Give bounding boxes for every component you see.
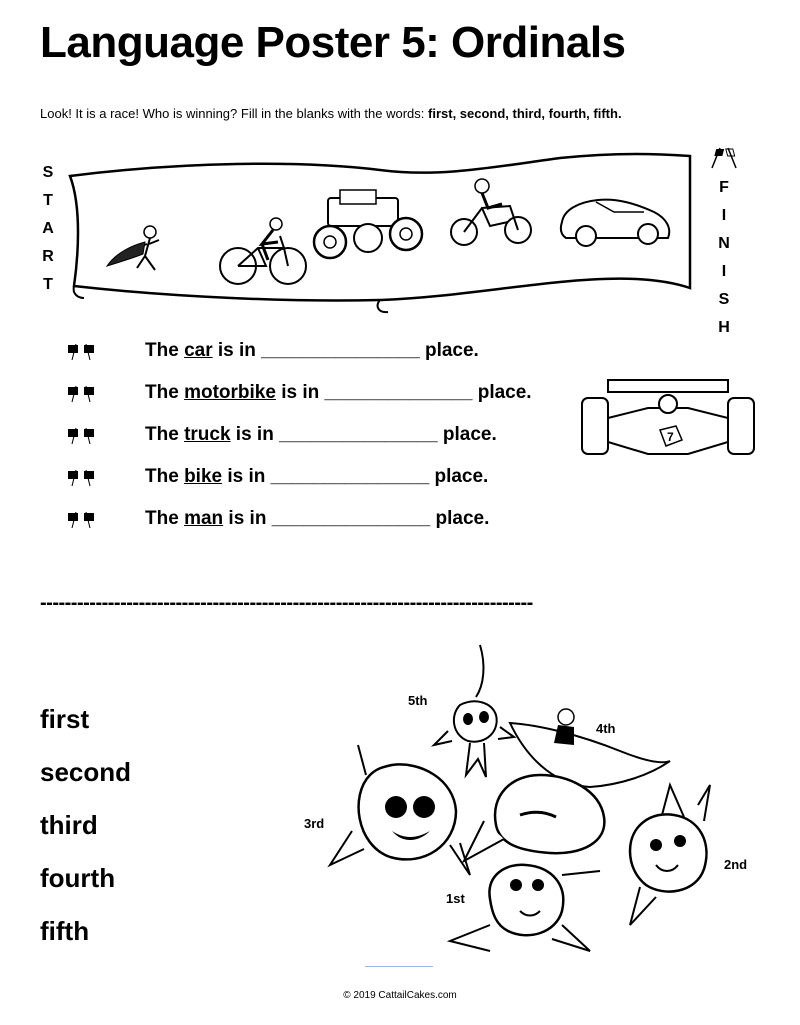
finish-label [712,174,736,342]
finish-letter: F [719,179,729,196]
fish-third [330,745,470,875]
instructions-text: Look! It is a race! Who is winning? Fill in the blanks with the words: [40,106,429,121]
checkered-flags-icon [66,510,98,530]
sentence-text: The [145,382,185,403]
sentence-text: is in [230,424,280,445]
word-fourth: fourth [40,863,116,893]
sentence-text: The [145,340,185,361]
sentence-subject: man [184,508,224,529]
sentence-man [145,508,489,530]
sentence-text: place. [437,424,497,445]
sentence-text: is in [275,382,325,403]
car-number: 7 [667,430,674,444]
sentence-car [145,340,479,362]
section-divider: -------------------------------------------------------------------------------- [40,592,533,614]
race-car-illustration [578,378,758,464]
label-2nd: 2nd [724,857,748,872]
sentence-text: place. [430,508,490,529]
sentence-truck [145,424,497,446]
race-banner [60,148,700,318]
sentence-text: place. [419,340,479,361]
page-title: Language Poster 5: Ordinals [40,18,626,67]
copyright-footer: © 2019 CattailCakes.com [343,990,457,1001]
fish-second [630,785,710,925]
word-fifth: fifth [40,916,90,946]
sentence-subject: truck [184,424,231,445]
answer-blank[interactable]: _______________ [279,424,438,445]
sentence-text: is in [212,340,262,361]
sentence-subject: motorbike [184,382,276,403]
label-3rd: 3rd [304,816,325,831]
sentence-subject: bike [184,466,223,487]
checkered-flags-icon [66,342,98,362]
fish-first [450,865,600,951]
sentence-text: is in [223,508,272,529]
sentence-subject: car [184,340,213,361]
sentence-text: is in [222,466,271,487]
sentence-bike [145,466,488,488]
fish-fifth [434,645,514,777]
sentence-motorbike [145,382,532,404]
start-letter: A [42,220,54,237]
finish-letter: H [718,319,730,336]
instructions-word-list: first, second, third, fourth, fifth. [428,106,622,121]
fish-race-illustration [300,635,780,975]
start-letter: T [43,276,53,293]
fish-center [464,775,604,861]
answer-blank[interactable]: ______________ [324,382,473,403]
checkered-flags-icon [66,468,98,488]
sentence-text: place. [429,466,489,487]
finish-letter: I [721,207,727,224]
label-1st: 1st [446,891,465,906]
sentence-text: The [145,424,185,445]
label-5th: 5th [408,693,428,708]
label-4th: 4th [596,721,616,736]
decorative-line [365,966,433,967]
start-letter: T [43,192,53,209]
instructions [40,106,622,121]
answer-blank[interactable]: _______________ [270,466,430,487]
answer-blank[interactable]: _______________ [261,340,420,361]
sentence-text: The [145,466,185,487]
sentence-text: The [145,508,185,529]
checkered-flags-icon [66,426,98,446]
word-third: third [40,810,98,840]
sentence-text: place. [472,382,532,403]
finish-letter: I [721,263,727,280]
finish-letter: S [718,291,730,308]
start-letter: S [42,164,54,181]
start-label [36,159,60,299]
answer-blank[interactable]: _______________ [271,508,431,529]
word-first: first [40,704,90,734]
word-second: second [40,757,132,787]
finish-flag-icon [708,146,740,170]
finish-letter: N [718,235,730,252]
checkered-flags-icon [66,384,98,404]
start-letter: R [42,248,54,265]
